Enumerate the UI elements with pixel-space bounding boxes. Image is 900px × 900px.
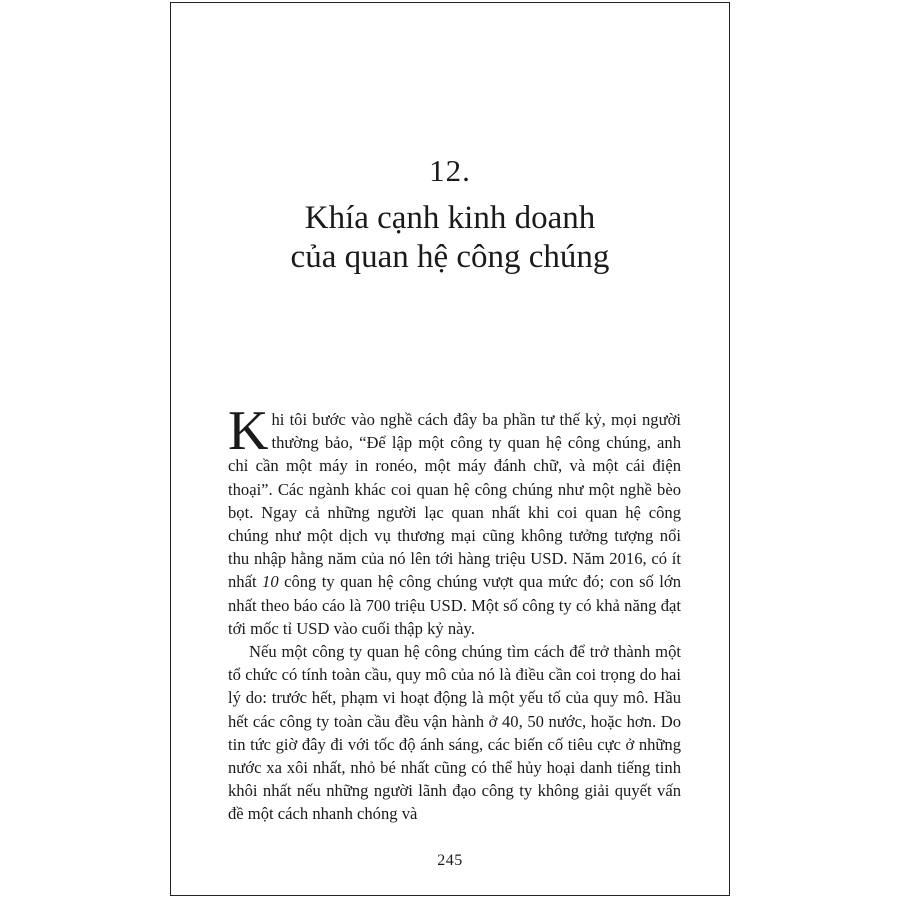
chapter-title-line-1: Khía cạnh kinh doanh bbox=[304, 200, 596, 236]
chapter-title-line-2: của quan hệ công chúng bbox=[290, 239, 610, 275]
drop-cap: K bbox=[228, 400, 269, 462]
body-text bbox=[228, 400, 681, 826]
page-number: 245 bbox=[437, 852, 463, 869]
paragraph-1-emphasis: 10 bbox=[262, 572, 279, 592]
chapter-number: 12. bbox=[429, 153, 471, 188]
book-page bbox=[170, 2, 730, 896]
paragraph-1-text-a: hi tôi bước vào nghề cách đây ba phần tư thế kỷ, mọi người thường bảo, “Để lập một công ty quan hệ công chúng, anh chỉ cần một máy in ronéo, một máy đánh chữ, và một cái điện thoại”. Các ngành khác coi quan hệ công chúng như một nghề bèo bọt. Ngay cả những người lạc quan nhất khi coi quan hệ công chúng như một dịch vụ thương mại cũng không tưởng tượng nổi thu nhập hằng năm của nó lên tới hàng triệu USD. Năm 2016, có ít nhất bbox=[228, 410, 681, 592]
paragraph-2: Nếu một công ty quan hệ công chúng tìm cách để trở thành một tổ chức có tính toàn cầu, quy mô của nó là điều cần coi trọng do hai lý do: trước hết, phạm vi hoạt động là một yếu tố của quy mô. Hầu hết các công ty toàn cầu đều vận hành ở 40, 50 nước, hoặc hơn. Do tin tức giờ đây đi với tốc độ ánh sáng, các biến cố tiêu cực ở những nước xa xôi nhất, nhỏ bé nhất cũng có thể hủy hoại danh tiếng tinh khôi nhất nếu những người lãnh đạo công ty không giải quyết vấn đề một cách nhanh chóng và bbox=[228, 642, 681, 824]
chapter-title bbox=[171, 199, 729, 277]
paragraph-1-text-b: công ty quan hệ công chúng vượt qua mức đó; con số lớn nhất theo báo cáo là 700 triệu USD. Một số công ty có khả năng đạt tới mốc tỉ USD vào cuối thập kỷ này. bbox=[228, 572, 681, 638]
paragraph-1 bbox=[228, 400, 681, 640]
